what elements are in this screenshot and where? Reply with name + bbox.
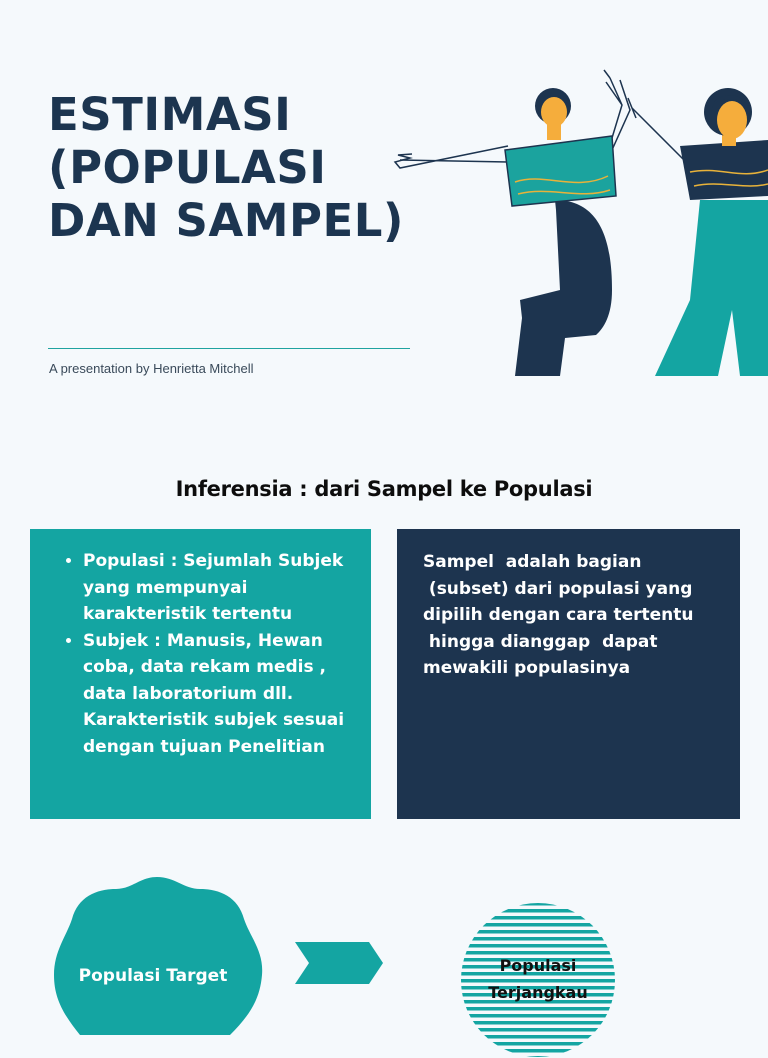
definition-item-populasi: • Populasi : Sejumlah Subjek yang mempunyai karakteristik tertentu <box>83 548 361 628</box>
section-heading: Inferensia : dari Sampel ke Populasi <box>175 477 593 501</box>
title-line-2: (POPULASI <box>48 141 327 194</box>
accessible-population-label-line-1: Populasi <box>499 956 577 975</box>
presenter-byline: A presentation by Henrietta Mitchell <box>49 361 254 376</box>
accessible-population-label-line-2: Terjangkau <box>488 983 588 1002</box>
title-line-1: ESTIMASI <box>48 88 292 141</box>
presentation-title <box>48 88 428 247</box>
person-left-illustration <box>395 70 630 376</box>
chevron-arrow-icon <box>295 942 385 984</box>
sample-definition-card <box>397 529 740 819</box>
sample-definition-text: Sampel adalah bagian (subset) dari populasi yang dipilih dengan cara tertentu hingga dianggap dapat mewakili populasinya <box>423 552 694 678</box>
target-population-shape <box>50 875 265 1035</box>
population-definition-card <box>30 529 371 819</box>
title-line-3: DAN SAMPEL) <box>48 194 404 247</box>
accessible-population-label <box>460 952 616 1006</box>
definition-item-subjek: • Subjek : Manusis, Hewan coba, data rekam medis , data laboratorium dll. Karakteristik subjek sesuai dengan tujuan Penelitian <box>83 628 361 761</box>
high-five-illustration <box>390 60 768 380</box>
person-right-illustration <box>628 88 768 376</box>
definition-list <box>30 529 371 760</box>
title-divider <box>48 348 410 349</box>
target-population-label: Populasi Target <box>78 966 228 986</box>
